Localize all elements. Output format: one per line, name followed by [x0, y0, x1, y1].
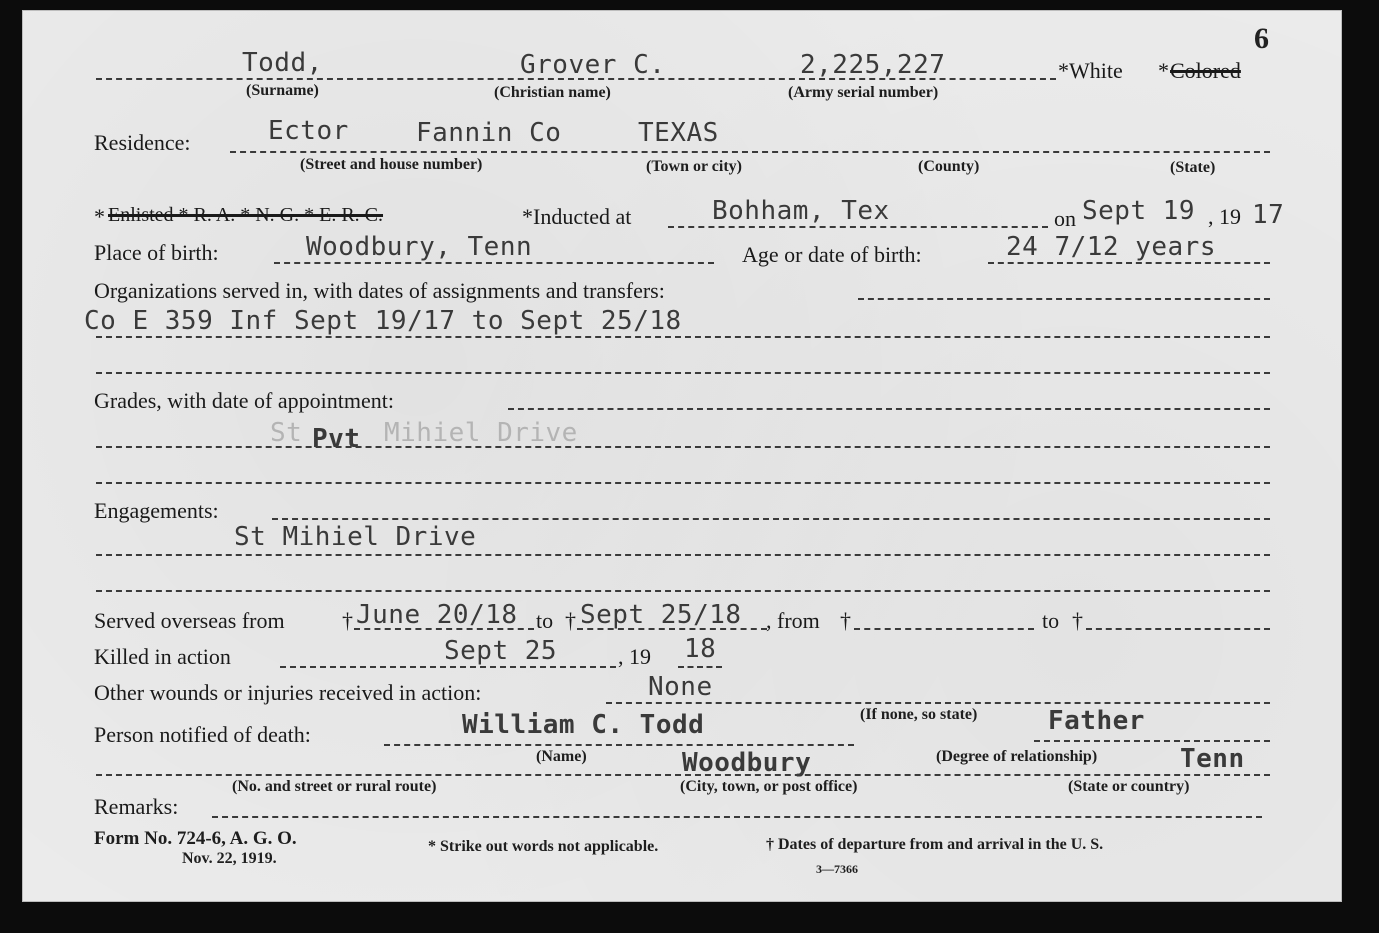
city-caption: (City, town, or post office) [680, 778, 858, 795]
other-wounds-label: Other wounds or injuries received in action: [94, 680, 482, 705]
service-record-card [22, 10, 1342, 902]
surname-caption: (Surname) [246, 82, 319, 99]
place-of-birth-line [274, 262, 714, 264]
overseas-to-label: to [536, 608, 554, 633]
inducted-year-value: 17 [1252, 200, 1285, 230]
person-notified-label: Person notified of death: [94, 722, 311, 747]
grades-faint-text: St [270, 418, 303, 448]
grades-value: Pvt [312, 424, 361, 454]
overseas-to-dagger: † [565, 608, 576, 633]
engagements-value: St Mihiel Drive [234, 522, 477, 552]
surname-value: Todd, [242, 48, 323, 78]
engagements-line-2 [96, 554, 1270, 556]
residence-state-value: TEXAS [638, 118, 719, 148]
place-of-birth-label: Place of birth: [94, 240, 219, 265]
inducted-at-label: *Inducted at [522, 204, 632, 229]
relationship-line [1034, 740, 1270, 742]
county-caption: (County) [918, 158, 980, 175]
overseas-from-date: June 20/18 [356, 600, 518, 630]
person-notified-name: William C. Todd [462, 710, 705, 740]
street-caption: (Street and house number) [300, 156, 483, 173]
inducted-place-value: Bohham, Tex [712, 196, 890, 226]
race-white-label: *White [1058, 58, 1123, 83]
organizations-line-1 [858, 298, 1270, 300]
card-number: 6 [1254, 22, 1269, 55]
overseas-from2-dagger: † [840, 608, 851, 633]
inducted-on-label: on [1054, 206, 1076, 231]
engagements-line-1 [272, 518, 1270, 520]
other-wounds-value: None [648, 672, 713, 702]
inducted-at-line [668, 226, 1048, 228]
overseas-from-dagger: † [342, 608, 353, 633]
inducted-year-prefix: , 19 [1208, 204, 1241, 229]
overseas-to2-line [1086, 628, 1270, 630]
notified-address-line [96, 774, 1270, 776]
killed-year-prefix: , 19 [618, 644, 651, 669]
grades-line-3 [96, 482, 1270, 484]
inducted-date-value: Sept 19 [1082, 196, 1196, 226]
print-code: 3—7366 [816, 862, 858, 876]
notified-name-caption: (Name) [536, 748, 587, 765]
grades-line-1 [508, 408, 1270, 410]
notified-city-value: Woodbury [682, 748, 812, 778]
race-colored-struck: Colored [1170, 58, 1241, 83]
residence-label: Residence: [94, 130, 191, 155]
killed-date-line [280, 666, 616, 668]
overseas-to2-dagger: † [1072, 608, 1083, 633]
dates-departure-note: † Dates of departure from and arrival in the U. S. [766, 836, 1104, 853]
killed-year-value: 18 [684, 634, 717, 664]
organizations-line-2 [96, 336, 1270, 338]
form-number: Form No. 724-6, A. G. O. [94, 828, 297, 849]
killed-in-action-label: Killed in action [94, 644, 231, 669]
state-caption: (State) [1170, 159, 1216, 176]
grades-line-2 [96, 446, 1270, 448]
overseas-from2-label: , from [766, 608, 820, 633]
serial-number-value: 2,225,227 [800, 50, 946, 80]
strike-out-note: * Strike out words not applicable. [428, 838, 659, 855]
killed-date-value: Sept 25 [444, 636, 558, 666]
organizations-label: Organizations served in, with dates of assignments and transfers: [94, 278, 665, 303]
serial-number-caption: (Army serial number) [788, 84, 939, 101]
induction-marker: * [94, 204, 105, 229]
overseas-to-date: Sept 25/18 [580, 600, 742, 630]
place-of-birth-value: Woodbury, Tenn [306, 232, 533, 262]
relationship-caption: (Degree of relationship) [936, 748, 1098, 765]
state-country-caption: (State or country) [1068, 778, 1190, 795]
town-caption: (Town or city) [646, 158, 742, 175]
overseas-to2-label: to [1042, 608, 1060, 633]
age-line [988, 262, 1270, 264]
overseas-label: Served overseas from [94, 608, 285, 633]
remarks-label: Remarks: [94, 794, 179, 819]
form-date: Nov. 22, 1919. [182, 850, 277, 867]
remarks-line [212, 816, 1262, 818]
residence-street-value: Ector [268, 116, 349, 146]
residence-town-value: Fannin Co [416, 118, 562, 148]
engagements-label: Engagements: [94, 498, 219, 523]
race-colored-marker: * [1158, 58, 1169, 83]
engagements-line-3 [96, 590, 1270, 592]
relationship-value: Father [1048, 706, 1145, 736]
organizations-line-3 [96, 372, 1270, 374]
overseas-from2-line [854, 628, 1034, 630]
other-wounds-line [606, 702, 1270, 704]
christian-name-caption: (Christian name) [494, 84, 611, 101]
age-label: Age or date of birth: [742, 242, 922, 267]
street-route-caption: (No. and street or rural route) [232, 778, 437, 795]
notified-state-value: Tenn [1180, 744, 1245, 774]
killed-year-line [678, 666, 722, 668]
person-notified-line [384, 744, 854, 746]
age-value: 24 7/12 years [1006, 232, 1216, 262]
residence-line [230, 151, 1270, 153]
grades-label: Grades, with date of appointment: [94, 388, 394, 413]
grades-faint-text-2: Mihiel Drive [384, 418, 578, 448]
if-none-caption: (If none, so state) [860, 706, 978, 723]
organizations-value: Co E 359 Inf Sept 19/17 to Sept 25/18 [84, 306, 682, 336]
christian-name-value: Grover C. [520, 50, 666, 80]
struck-enlistment-options: Enlisted * R. A. * N. G. * E. R. C. [108, 204, 384, 226]
